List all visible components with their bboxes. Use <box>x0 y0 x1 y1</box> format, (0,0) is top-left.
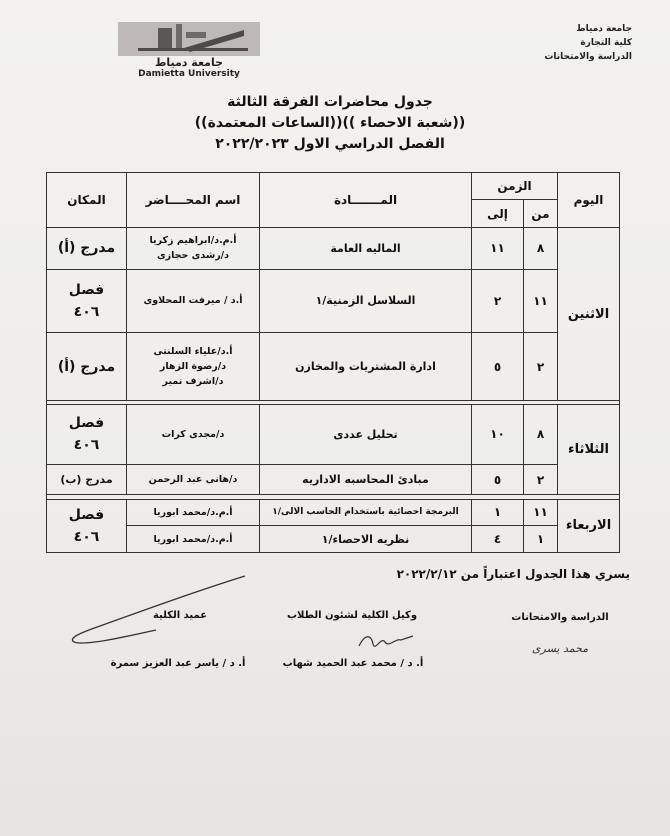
time-from: ٢ <box>524 464 558 495</box>
subject-cell: السلاسل الزمنية/١ <box>260 269 472 333</box>
subject-cell: نظريه الاحصاء/١ <box>260 526 472 553</box>
time-to: ١٠ <box>472 405 524 465</box>
place-label: مدرج (ب) <box>60 472 113 486</box>
place-room: ٤٠٦ <box>73 528 100 545</box>
lecturer-cell <box>127 526 260 553</box>
place-label: مدرج (أ) <box>57 240 116 257</box>
place-cell <box>47 228 127 269</box>
day-cell: الثلاثاء <box>558 405 620 495</box>
title-line-3: الفصل الدراسي الاول ٢٠٢٢/٢٠٢٣ <box>215 136 445 152</box>
day-cell: الاربعاء <box>558 499 620 552</box>
university-name: جامعة دمياط <box>576 24 632 34</box>
university-logo <box>118 22 260 80</box>
time-from: ١ <box>524 526 558 553</box>
lecturer-name: أ.د/علياء السلنتى <box>153 346 233 358</box>
table-row <box>47 499 620 526</box>
subject-cell: ادارة المشتريات والمخازن <box>260 333 472 401</box>
title-line-2: ((شعبة الاحصاء ))((الساعات المعتمدة)) <box>194 115 466 131</box>
table-row <box>47 333 620 401</box>
place-label: مدرج (أ) <box>57 358 116 375</box>
lecturer-name: أ.م.د/محمد ابوريا <box>153 506 233 518</box>
logo-arabic-text: جامعة دمياط <box>154 56 224 69</box>
institution-header <box>492 22 632 64</box>
lecturer-name: أ.م.د/محمد ابوريا <box>153 533 233 545</box>
time-to: ٢ <box>472 269 524 333</box>
title-line-1: جدول محاضرات الفرقة الثالثة <box>227 94 433 110</box>
lecturer-cell <box>127 333 260 401</box>
studies-signature: محمد يسرى <box>531 642 589 655</box>
time-from: ٢ <box>524 333 558 401</box>
department-name: الدراسة والامتحانات <box>544 52 632 62</box>
logo-emblem <box>118 22 260 56</box>
time-to: ٤ <box>472 526 524 553</box>
time-to: ١١ <box>472 228 524 269</box>
time-from: ٨ <box>524 228 558 269</box>
lecturer-name: د/اشرف نمير <box>162 376 224 388</box>
table-row <box>47 228 620 269</box>
time-from: ١١ <box>524 499 558 526</box>
faculty-name: كلية التجارة <box>580 38 632 48</box>
dean-title: عميد الكلية <box>152 610 208 621</box>
dean-name: أ. د / ياسر عبد العزيز سمرة <box>110 658 246 669</box>
place-label: فصل <box>68 506 105 523</box>
lecturer-name: أ.د / ميرفت المحلاوى <box>143 295 243 307</box>
subject-cell: الماليه العامة <box>260 228 472 269</box>
time-from: ١١ <box>524 269 558 333</box>
place-cell <box>47 464 127 495</box>
place-label: فصل <box>68 415 105 432</box>
studies-title: الدراسة والامتحانات <box>511 612 609 623</box>
place-cell <box>47 269 127 333</box>
place-cell <box>47 405 127 465</box>
place-label: فصل <box>68 281 105 298</box>
time-from: ٨ <box>524 405 558 465</box>
header-to: إلى <box>472 199 524 228</box>
table-row <box>47 405 620 465</box>
lecturer-name: د/مجدى كرات <box>161 428 225 440</box>
lecturer-cell <box>127 405 260 465</box>
time-to: ٥ <box>472 464 524 495</box>
time-to: ٥ <box>472 333 524 401</box>
lecturer-cell <box>127 464 260 495</box>
header-day: اليوم <box>558 173 620 228</box>
logo-english-text: Damietta University <box>138 69 240 79</box>
signature-icon <box>355 628 415 654</box>
table-row <box>47 269 620 333</box>
header-time: الزمن <box>472 173 558 200</box>
place-cell <box>47 333 127 401</box>
table-row <box>47 526 620 553</box>
header-place: المكان <box>47 173 127 228</box>
lecturer-name: د/هانى عبد الرحمن <box>148 474 238 486</box>
validity-note: يسري هذا الجدول اعتباراً من ٢٠٢٢/٢/١٢ <box>396 567 630 581</box>
logo-shape-icon <box>118 22 260 56</box>
header-subject: المـــــــادة <box>260 173 472 228</box>
subject-cell: مبادئ المحاسبه الاداريه <box>260 464 472 495</box>
schedule-table <box>46 172 620 553</box>
place-cell <box>47 499 127 552</box>
place-room: ٤٠٦ <box>73 437 100 454</box>
table-row <box>47 464 620 495</box>
document-title <box>170 92 490 155</box>
lecturer-cell <box>127 228 260 269</box>
header-from: من <box>524 199 558 228</box>
subject-cell: تحليل عددى <box>260 405 472 465</box>
place-room: ٤٠٦ <box>73 303 100 320</box>
lecturer-name: أ.م.د/ابراهيم زكريا <box>149 235 237 247</box>
lecturer-cell <box>127 269 260 333</box>
subject-cell: البرمجة احصائية باستخدام الحاسب الالى/١ <box>260 499 472 526</box>
lecturer-name: د/رشدى حجازى <box>156 250 230 262</box>
vice-dean-title: وكيل الكلية لشئون الطلاب <box>286 610 418 621</box>
lecturer-name: د/رضوة الزهار <box>159 361 227 373</box>
vice-dean-name: أ. د / محمد عبد الحميد شهاب <box>282 658 424 669</box>
time-to: ١ <box>472 499 524 526</box>
lecturer-cell <box>127 499 260 526</box>
day-cell: الاثنين <box>558 228 620 401</box>
header-lecturer: اسم المحــــاضر <box>127 173 260 228</box>
